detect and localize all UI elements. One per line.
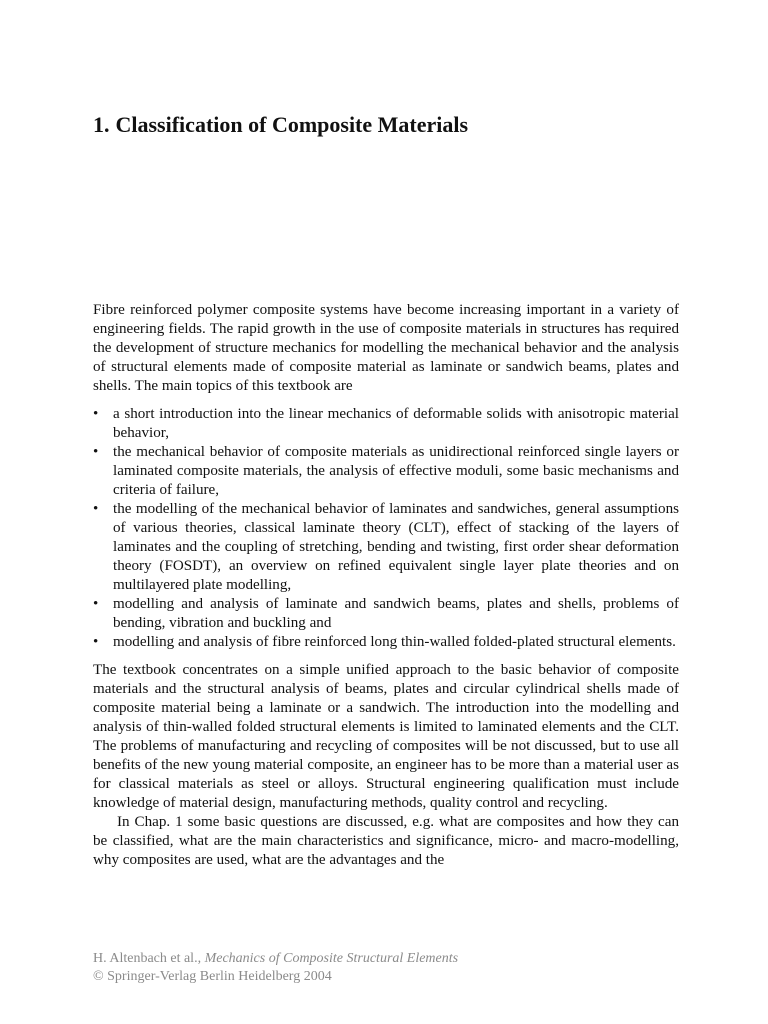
intro-paragraph: Fibre reinforced polymer composite systems have become increasing important in a variety of engineering fields. The rapid growth in the use of composite materials in structures has required the development of structure mechanics for modelling the mechanical behavior and the analysis of structural elements made of composite material as laminate or sandwich beams, plates and shells. The main topics of this textbook are [93, 302, 679, 394]
page-footer [93, 950, 458, 986]
footer-book-title: Mechanics of Composite Structural Elements [204, 951, 459, 966]
chapter-heading [93, 110, 468, 140]
list-item [93, 443, 679, 500]
citation-line [93, 950, 458, 968]
main-text [93, 301, 679, 870]
list-item-text: the modelling of the mechanical behavior of laminates and sandwiches, general assumptions of various theories, classical laminate theory (CLT), effect of stacking of the layers of laminates and the coupling of stretching, bending and twisting, first order shear deformation theory (FOSDT), an overview on refined equivalent single layer plate theories and on multilayered plate modelling, [113, 501, 679, 593]
body-paragraph: The textbook concentrates on a simple unified approach to the basic behavior of composite materials and the structural analysis of beams, plates and circular cylindrical shells made of composite material being a laminate or a sandwich. The introduction into the modelling and analysis of thin-walled folded structural elements is limited to laminated elements and the CLT. The problems of manufacturing and recycling of composites will be not discussed, but to use all benefits of the new young material composite, an engineer has to be more than a material user as for classical materials as steel or alloys. Structural engineering qualification must include knowledge of material design, manufacturing methods, quality control and recycling. [93, 662, 679, 811]
list-item [93, 595, 679, 633]
list-item [93, 500, 679, 595]
footer-authors: H. Altenbach et al., [93, 951, 202, 966]
chapter-number: 1. [93, 112, 110, 137]
copyright-line: © Springer-Verlag Berlin Heidelberg 2004 [93, 969, 332, 984]
bullet-icon: • [93, 596, 99, 612]
list-item [93, 405, 679, 443]
bullet-icon: • [93, 634, 99, 650]
bullet-icon: • [93, 501, 99, 517]
body-paragraph: In Chap. 1 some basic questions are discussed, e.g. what are composites and how they can be classified, what are the main characteristics and significance, micro- and macro-modelling, why composites are used, what are the advantages and the [93, 814, 679, 868]
list-item-text: modelling and analysis of laminate and sandwich beams, plates and shells, problems of bending, vibration and buckling and [113, 596, 679, 631]
list-item [93, 633, 679, 652]
bullet-icon: • [93, 444, 99, 460]
list-item-text: a short introduction into the linear mechanics of deformable solids with anisotropic material behavior, [113, 406, 679, 441]
list-item-text: modelling and analysis of fibre reinforced long thin-walled folded-plated structural elements. [113, 634, 676, 650]
bullet-icon: • [93, 406, 99, 422]
chapter-title: Classification of Composite Materials [115, 112, 469, 137]
list-item-text: the mechanical behavior of composite materials as unidirectional reinforced single layers or laminated composite materials, the analysis of effective moduli, some basic mechanisms and criteria of failure, [113, 444, 679, 498]
topics-list [93, 405, 679, 652]
